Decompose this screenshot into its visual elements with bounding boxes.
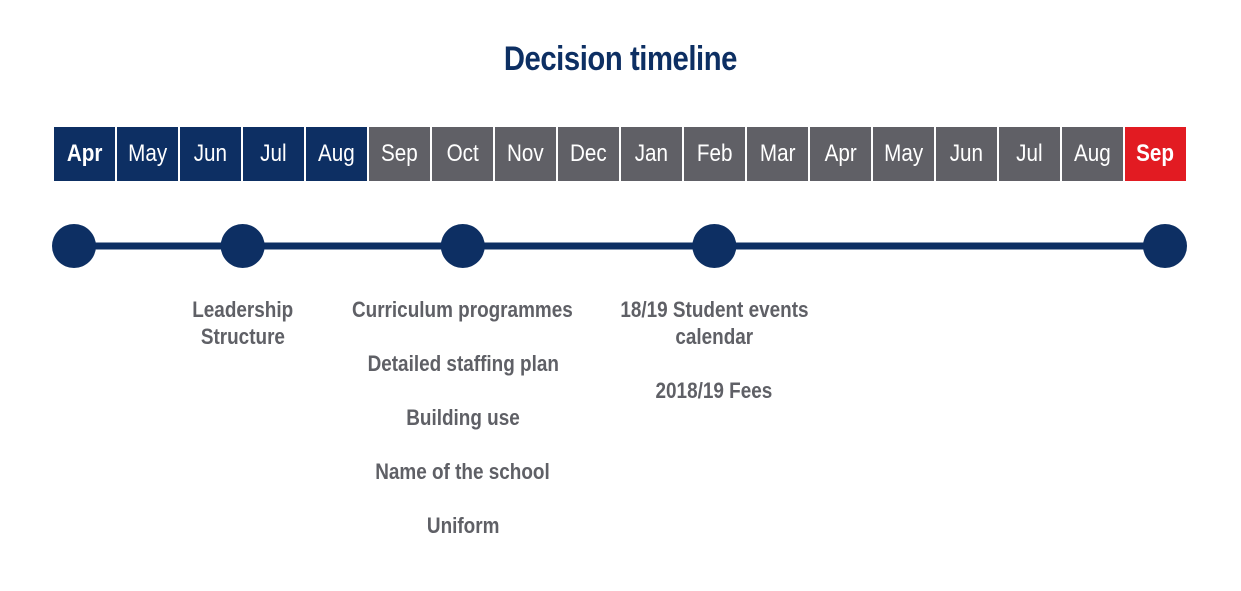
- milestone-label: Curriculum programmes: [352, 297, 574, 322]
- month-label: Jun: [193, 140, 228, 167]
- month-cell: [684, 127, 745, 181]
- month-label: Dec: [570, 140, 607, 167]
- month-cell: [747, 127, 808, 181]
- month-label: Nov: [507, 140, 544, 167]
- timeline-track: [0, 200, 1241, 300]
- milestone-dot: [221, 224, 265, 268]
- month-label: Oct: [446, 140, 479, 167]
- month-cell: [54, 127, 115, 181]
- month-cell: [369, 127, 430, 181]
- month-cell: [873, 127, 934, 181]
- milestone-label: 18/19 Student events calendar: [620, 297, 809, 349]
- month-cell: [117, 127, 178, 181]
- month-label: Jan: [634, 140, 669, 167]
- month-label: May: [884, 140, 923, 167]
- month-cell: [558, 127, 619, 181]
- milestone-label: Detailed staffing plan: [367, 351, 559, 376]
- milestone-dot: [52, 224, 96, 268]
- month-label: Aug: [1074, 140, 1111, 167]
- month-label: Mar: [759, 140, 796, 167]
- milestone-label: 2018/19 Fees: [655, 378, 773, 403]
- month-cell: [243, 127, 304, 181]
- month-label: Apr: [824, 140, 857, 167]
- month-cell: [306, 127, 367, 181]
- milestone-label: Building use: [406, 405, 520, 430]
- month-label: Sep: [1136, 140, 1175, 167]
- month-label: May: [128, 140, 167, 167]
- month-strip: [54, 127, 1186, 181]
- month-label: Jul: [260, 140, 287, 167]
- month-cell: [1062, 127, 1123, 181]
- milestone-label: Leadership Structure: [192, 297, 294, 349]
- month-cell: [936, 127, 997, 181]
- milestone-label-group: [564, 296, 864, 431]
- month-label: Jul: [1016, 140, 1043, 167]
- milestone-dot: [1143, 224, 1187, 268]
- month-cell: [999, 127, 1060, 181]
- month-label: Feb: [696, 140, 733, 167]
- month-cell: [180, 127, 241, 181]
- milestone-label: Name of the school: [375, 459, 551, 484]
- month-label: Sep: [381, 140, 418, 167]
- month-label: Apr: [66, 140, 103, 167]
- milestone-label: Uniform: [426, 513, 500, 538]
- milestone-labels: [0, 296, 1241, 556]
- month-cell: [810, 127, 871, 181]
- month-label: Aug: [318, 140, 355, 167]
- month-label: Jun: [949, 140, 984, 167]
- milestone-dot: [441, 224, 485, 268]
- month-cell: [621, 127, 682, 181]
- month-cell: [432, 127, 493, 181]
- milestone-dot: [692, 224, 736, 268]
- month-cell: [495, 127, 556, 181]
- page-title: Decision timeline: [503, 40, 738, 78]
- month-cell: [1125, 127, 1186, 181]
